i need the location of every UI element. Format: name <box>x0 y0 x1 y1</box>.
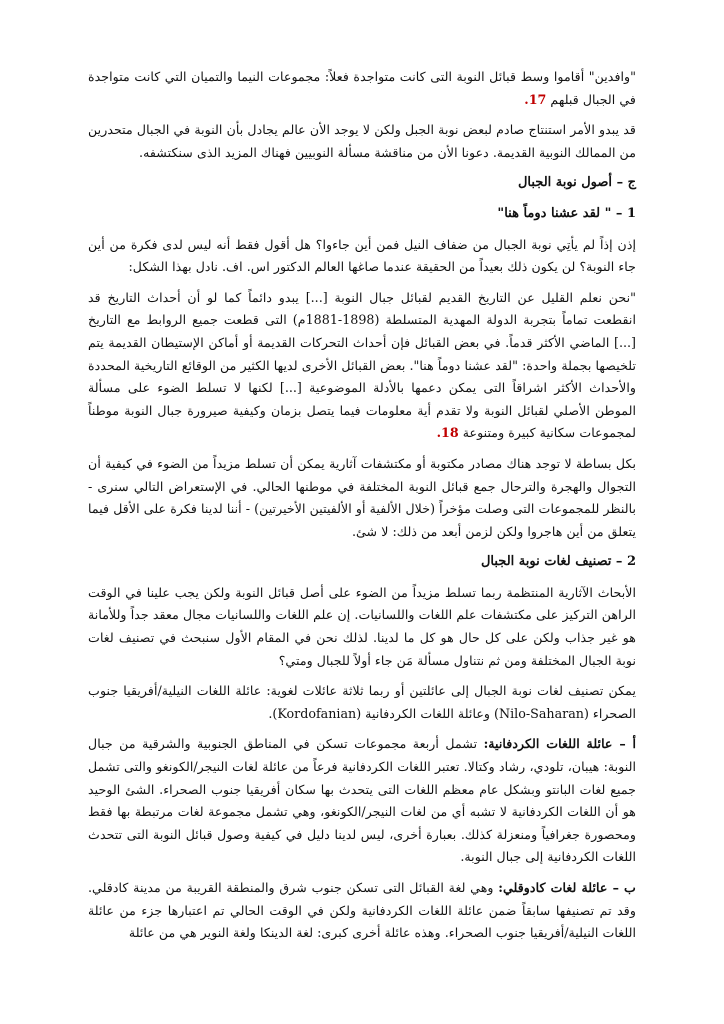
kadugli-lead: ب – عائلة لغات كادوقلي: <box>498 880 636 895</box>
paragraph-kadugli: ب – عائلة لغات كادوقلي: وهي لغة القبائل التى تسكن جنوب شرق والمنطقة القريبة من مدينة كادقلي. وقد تم تصنيفها سابقاً ضمن عائلة اللغات الكردفانية ولكن في الوقت الحالي تم اعتبارها جزء من عائلة اللغات النيلية/أفريقيا جنوب الصحراء. وهذه عائلة أخرى كبرى: لغة الدينكا ولغة النوير هي من عائلة <box>88 880 636 941</box>
paragraph-kordofanian: أ – عائلة اللغات الكردفانية: تشمل أربعة مجموعات تسكن في المناطق الجنوبية والشرقية من جبال النوبة: هيبان، تلودي، رشاد وكتالا. تعتبر اللغات الكردفانية فرعاً من عائلة لغات النيجر/الكونغو والتى تشمل جميع لغات البانتو وبشكل عام معظم اللغات التى يتحدث بها سكان أفريقيا جنوب الصحراء. الشئ الوحيد هو أن اللغات الكردفانية لا تشبه أي من لغات النيجر/الكونغو، وهي تشمل مجموعة لغات مرتبطة بها فقط ومحصورة جغرافياً ومنعزلة كذلك. بعبارة أخرى، ليس لدينا دليل في كيفية وصول قبائل النوبة التى تتحدث اللغات الكردفانية إلى جبال النوبة. <box>88 736 636 865</box>
footnote-ref-17[interactable]: 17. <box>524 91 547 107</box>
paragraph-conclusion: قد يبدو الأمر استنتاج صادم لبعض نوبة الجبل ولكن لا يوجد الأن عالم يجادل بأن النوبة في الجبال متحدرين من الممالك النوبية القديمة. دعونا الأن من مناقشة مسألة النوبيين فهناك المزيد الذى سنكتشفه. <box>88 122 636 160</box>
kordofanian-lead: أ – عائلة اللغات الكردفانية: <box>483 736 636 752</box>
footnote-ref-18[interactable]: 18. <box>436 425 459 441</box>
section-heading-origins: ج – أصول نوبة الجبال <box>517 175 636 191</box>
subheading-language-classification: 2 – تصنيف لغات نوبة الجبال <box>480 554 636 570</box>
quote-nadel: "نحن نعلم القليل عن التاريخ القديم لقبائل جبال النوبة [...] يبدو دائماً كما لو أن أحداث التاريخ قد انقطعت تماماً بتجربة الدولة المهدية المتسلطة (1898-1881م) التى قطعت جميع الروابط مع التاريخ [...] الماضي الأكثر قدماً. في بعض القبائل فإن أحداث التحركات القديمة أو أماكن الإستيطان القديمة يتم تلخيصها بجملة واحدة: "لقد عشنا دوماً هنا". بعض القبائل الأخرى لديها الكثير من الوقائع التاريخية المحددة والأحداث الأكثر اشراقاً التى يمكن دعمها بالأدلة الموضوعية [...] لكنها لا تسلط الضوء على مسألة الموطن الأصلي لقبائل النوبة ولا تقدم أية معلومات فيما يتصل بزمان وكيفية صيرورة جبال النوبة موطناً لمجموعات سكانية كبيرة ومتنوعة 18. <box>88 289 636 441</box>
subheading-always-lived-here: 1 – " لقد عشنا دوماً هنا" <box>497 205 636 221</box>
paragraph-archaeology: الأبحاث الآثارية المنتظمة ربما تسلط مزيداً من الضوء على أصل قبائل النوبة ولكن يجب علينا في الوقت الراهن التركيز على مكتشفات علم اللغات واللسانيات. إن علم اللغات واللسانيات مجال معقد جداً وللأمانة هو غير جذاب ولكن على كل حال هو كل ما لدينا. لذلك نحن في المقام الأول سنبحث في تصنيف لغات نوبة الجبال المختلفة ومن ثم نتناول مسألة مَن جاء أولاً للجبال ومتي؟ <box>88 584 636 668</box>
paragraph-no-sources: بكل بساطة لا توجد هناك مصادر مكتوبة أو مكتشفات آثارية يمكن أن تسلط مزيداً من الضوء في كيفية أن التجوال والهجرة والترحال جمع قبائل النوبة المختلفة في موطنها الحالي. في الإستعراض التالي سنرى - بالنظر للمجموعات التى وصلت مؤخراً (خلال الألفية أو الألفيتين الأخيرتين) - أننا لدينا فكرة على الأقل فيما يتعلق من أين هاجروا ولكن لزمن أبعد من ذلك: لا شئ. <box>88 455 636 539</box>
paragraph-language-families: يمكن تصنيف لغات نوبة الجبال إلى عائلتين أو ربما ثلاثة عائلات لغوية: عائلة اللغات النيلية/أفريقيا جنوب الصحراء (Nilo-Saharan) وعائلة اللغات الكردفانية (Kordofanian). <box>88 683 636 721</box>
paragraph-where-from: إذن إذاً لم يأتِي نوبة الجبال من ضفاف النيل فمن أين جاءوا؟ هل أقول فقط أنه ليس لدى فكرة من أين جاء النوبة؟ لن يكون ذلك بعيداً من الحقيقة عندما صاغها العالم الدكتور اس. اف. نادل بهذا الشكل: <box>88 236 636 275</box>
paragraph-intro: "وافدين" أقاموا وسط قبائل النوبة التى كانت متواجدة فعلاً: مجموعات النيما والتميان التي كانت متواجدة في الجبال قبلهم 17. <box>88 69 636 107</box>
